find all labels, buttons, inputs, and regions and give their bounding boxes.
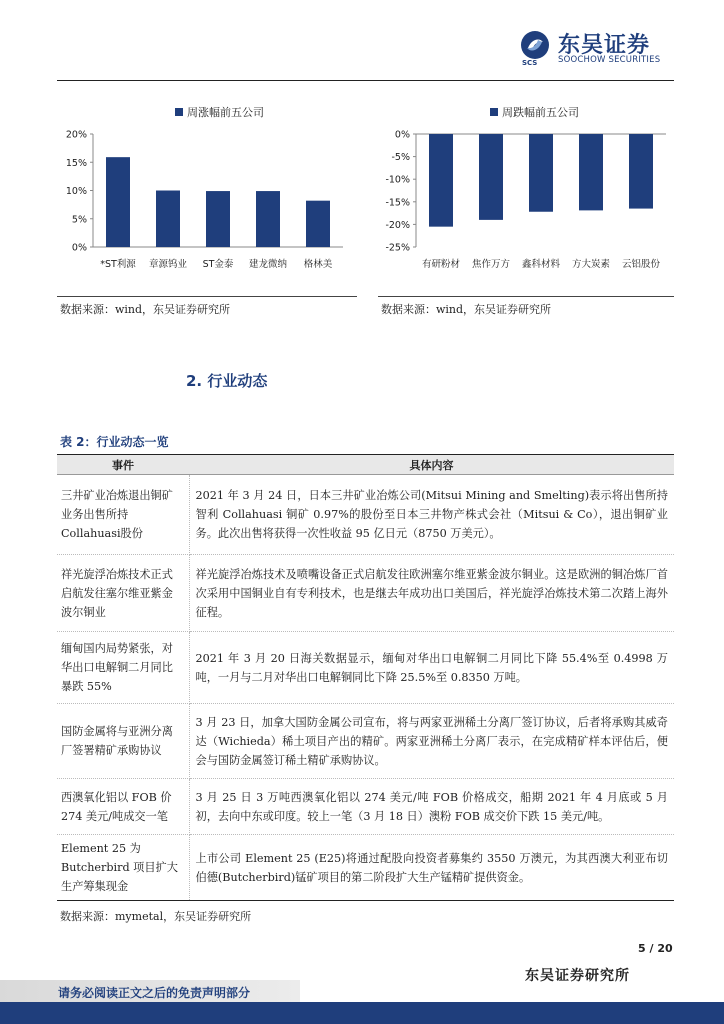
event-cell: 西澳氧化铝以 FOB 价 274 美元/吨成交一笔 [57, 779, 189, 835]
y-tick-label: -15% [385, 197, 410, 209]
header-rule [57, 80, 674, 81]
header-event: 事件 [57, 455, 189, 475]
y-tick-label: 5% [71, 214, 87, 226]
bar [529, 134, 553, 212]
disclaimer-text: 请务必阅读正文之后的免责声明部分 [58, 986, 251, 1000]
logo-en: SOOCHOW SECURITIES [558, 55, 661, 65]
table-row [57, 704, 674, 779]
chart-gainers [57, 90, 357, 290]
bar [579, 134, 603, 210]
bottom-band [0, 1002, 724, 1024]
bar [106, 157, 130, 247]
table-row [57, 835, 674, 901]
y-tick-label: 0% [71, 242, 87, 254]
content-cell: 2021 年 3 月 20 日海关数据显示，缅甸对华出口电解铜二月同比下降 55.4%至 0.4998 万吨，一月与二月对华出口电解铜同比下降 25.5%至 0.8350 万吨。 [189, 632, 674, 704]
bar [156, 191, 180, 248]
content-cell: 上市公司 Element 25 (E25)将通过配股向投资者募集约 3550 万澳元，为其西澳大利亚布切伯德(Butcherbird)锰矿项目的第二阶段扩大生产锰精矿提供资金。 [189, 835, 674, 901]
legend-label: 周跌幅前五公司 [502, 106, 579, 119]
chart-losers-svg [378, 90, 674, 290]
table-source: 数据来源：mymetal，东吴证券研究所 [60, 910, 252, 923]
bar [429, 134, 453, 227]
page-number: 5 / 20 [638, 942, 673, 955]
event-cell: 国防金属将与亚洲分离厂签署精矿承购协议 [57, 704, 189, 779]
legend-swatch [175, 108, 183, 116]
x-tick-label: 建龙微纳 [248, 259, 288, 270]
chart-right-rule [378, 296, 674, 297]
table-header-row [57, 455, 674, 475]
content-cell: 3 月 23 日，加拿大国防金属公司宣布，将与两家亚洲稀土分离厂签订协议，后者将承购其威奇达（Wichieda）稀土项目产出的精矿。两家亚洲稀土分离厂表示，在完成精矿样本评估后，便会与国防金属签订稀土精矿承购协议。 [189, 704, 674, 779]
y-tick-label: -20% [385, 219, 410, 231]
table-row [57, 555, 674, 632]
header-content: 具体内容 [189, 455, 674, 475]
x-tick-label: ST金泰 [202, 259, 234, 270]
chart-gainers-svg [57, 90, 357, 290]
bar [306, 201, 330, 247]
table-row [57, 475, 674, 555]
logo-mark-text: SCS [522, 59, 538, 67]
x-tick-label: 格林美 [303, 259, 333, 270]
logo-mark-icon [520, 30, 550, 60]
chart-left-source: 数据来源：wind，东吴证券研究所 [60, 303, 231, 316]
bar [256, 191, 280, 247]
events-table [57, 454, 674, 901]
x-tick-label: 有研粉材 [421, 259, 461, 270]
event-cell: Element 25 为Butcherbird 项目扩大生产筹集现金 [57, 835, 189, 901]
section-title: 2. 行业动态 [186, 372, 268, 390]
bar [206, 191, 230, 247]
table-row [57, 632, 674, 704]
y-tick-label: -10% [385, 174, 410, 186]
content-cell: 2021 年 3 月 24 日，日本三井矿业冶炼公司(Mitsui Mining and Smelting)表示将出售所持智利 Collahuasi 铜矿 0.97%的股份至日本三井物产株式会社（Mitsui & Co），退出铜矿业务。此次出售将获得一次性收益 95 亿日元（8750 万美元）。 [189, 475, 674, 555]
y-tick-label: -5% [391, 152, 410, 164]
y-tick-label: 0% [394, 129, 410, 141]
event-cell: 缅甸国内局势紧张，对华出口电解铜二月同比暴跌 55% [57, 632, 189, 704]
content-cell: 3 月 25 日 3 万吨西澳氧化铝以 274 美元/吨 FOB 价格成交，船期 2021 年 4 月底或 5 月初，去向中东或印度。较上一笔（3 月 18 日）澳粉 FOB 成交价下跌 15 美元/吨。 [189, 779, 674, 835]
bar [629, 134, 653, 209]
x-tick-label: 鑫科材料 [521, 259, 561, 270]
bar [479, 134, 503, 220]
y-tick-label: 15% [65, 157, 87, 169]
chart-left-rule [57, 296, 357, 297]
footer-firm: 东吴证券研究所 [525, 968, 630, 984]
x-tick-label: *ST利源 [100, 259, 136, 270]
x-tick-label: 焦作万方 [471, 259, 511, 270]
x-tick-label: 云铝股份 [621, 259, 661, 270]
chart-losers [378, 90, 674, 290]
y-tick-label: 10% [65, 186, 87, 197]
x-tick-label: 章源钨业 [148, 259, 188, 270]
event-cell: 祥光旋浮冶炼技术正式启航发往塞尔维亚紫金波尔铜业 [57, 555, 189, 632]
y-tick-label: -25% [385, 242, 410, 254]
company-logo [520, 28, 680, 68]
legend-swatch [490, 108, 498, 116]
event-cell: 三井矿业冶炼退出铜矿业务出售所持Collahuasi股份 [57, 475, 189, 555]
legend-label: 周涨幅前五公司 [187, 106, 264, 119]
table-row [57, 779, 674, 835]
logo-cn: 东吴证券 [558, 33, 651, 58]
chart-right-source: 数据来源：wind，东吴证券研究所 [381, 303, 552, 316]
content-cell: 祥光旋浮冶炼技术及喷嘴设备正式启航发往欧洲塞尔维亚紫金波尔铜业。这是欧洲的铜冶炼厂首次采用中国铜业自有专利技术，也是继去年成功出口美国后，祥光旋浮冶炼技术第二次踏上海外征程。 [189, 555, 674, 632]
y-tick-label: 20% [65, 129, 87, 141]
x-tick-label: 方大炭素 [571, 259, 611, 270]
table-title: 表 2：行业动态一览 [60, 435, 169, 449]
